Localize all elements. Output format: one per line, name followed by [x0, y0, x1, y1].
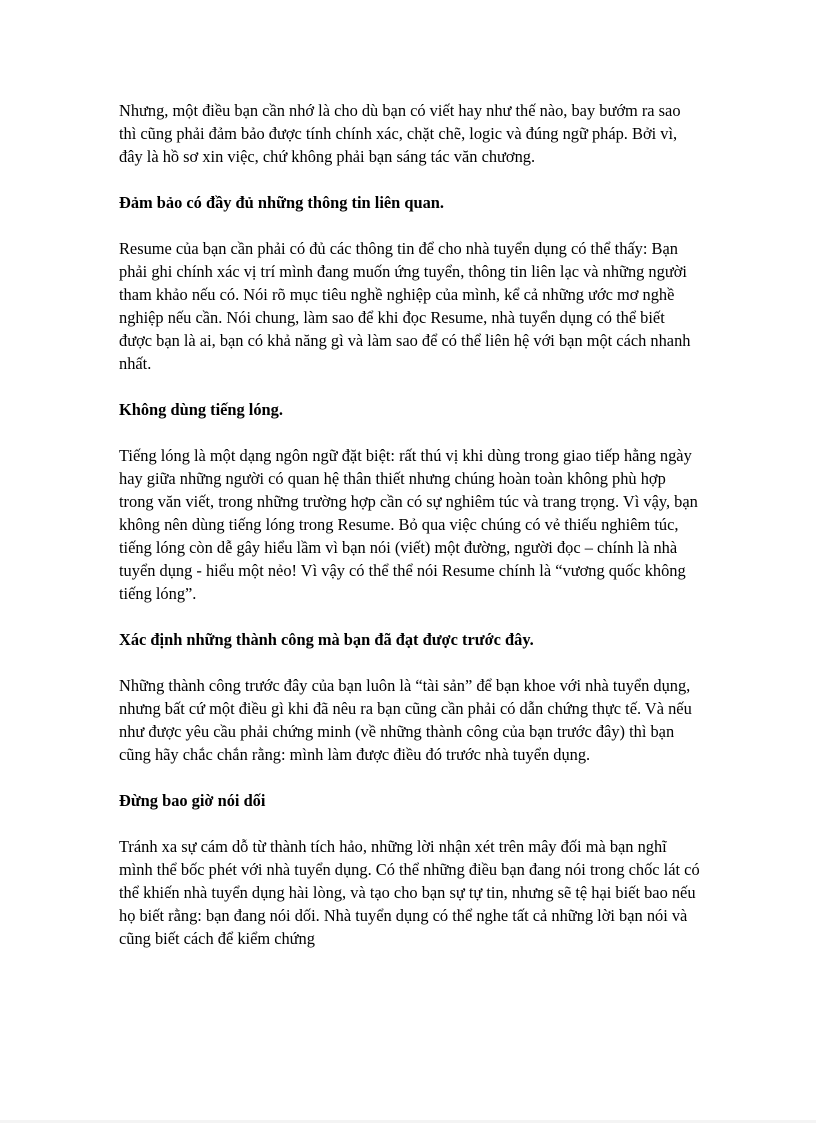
document-page — [119, 99, 701, 973]
heading-no-slang: Không dùng tiếng lóng. — [119, 400, 283, 419]
paragraph-no-slang: Tiếng lóng là một dạng ngôn ngữ đặt biệt: rất thú vị khi dùng trong giao tiếp hằng ngày hay giữa những người có quan hệ thân thiết nhưng chúng hoàn toàn không phù hợp trong văn viết, trong những trường hợp cần có sự nghiêm túc và trang trọng. Vì vậy, bạn không nên dùng tiếng lóng trong Resume. Bỏ qua việc chúng có vẻ thiếu nghiêm túc, tiếng lóng còn dễ gây hiểu lầm vì bạn nói (viết) một đường, người đọc – chính là nhà tuyển dụng - hiểu một nẻo! Vì vậy có thể thể nói Resume chính là “vương quốc không tiếng lóng”. — [119, 446, 698, 603]
heading-never-lie: Đừng bao giờ nói dối — [119, 791, 266, 810]
paragraph-never-lie: Tránh xa sự cám dỗ từ thành tích hảo, những lời nhận xét trên mây đối mà bạn nghĩ mình thể bốc phét với nhà tuyển dụng. Có thể những điều bạn đang nói trong chốc lát có thể khiến nhà tuyển dụng hài lòng, và tạo cho bạn sự tự tin, nhưng sẽ tệ hại biết bao nếu họ biết rằng: bạn đang nói dối. Nhà tuyển dụng có thể nghe tất cả những lời bạn nói và cũng biết cách để kiểm chứng — [119, 837, 700, 948]
paragraph-accuracy: Nhưng, một điều bạn cần nhớ là cho dù bạn có viết hay như thế nào, bay bướm ra sao thì cũng phải đảm bảo được tính chính xác, chặt chẽ, logic và đúng ngữ pháp. Bởi vì, đây là hồ sơ xin việc, chứ không phải bạn sáng tác văn chương. — [119, 101, 681, 166]
heading-achievements: Xác định những thành công mà bạn đã đạt được trước đây. — [119, 630, 534, 649]
paragraph-complete-info: Resume của bạn cần phải có đủ các thông tin để cho nhà tuyển dụng có thể thấy: Bạn phải ghi chính xác vị trí mình đang muốn ứng tuyển, thông tin liên lạc và những người tham khảo nếu có. Nói rõ mục tiêu nghề nghiệp của mình, kể cả những ước mơ nghề nghiệp nếu cần. Nói chung, làm sao để khi đọc Resume, nhà tuyển dụng có thể biết được bạn là ai, bạn có khả năng gì và làm sao để có thể liên hệ với bạn một cách nhanh nhất. — [119, 239, 691, 373]
heading-complete-info: Đảm bảo có đầy đủ những thông tin liên quan. — [119, 193, 445, 212]
paragraph-achievements: Những thành công trước đây của bạn luôn là “tài sản” để bạn khoe với nhà tuyển dụng, nhưng bất cứ một điều gì khi đã nêu ra bạn cũng cần phải có dẫn chứng thực tế. Và nếu như được yêu cầu phải chứng minh (về những thành công của bạn trước đây) thì bạn cũng hãy chắc chắn rằng: mình làm được điều đó trước nhà tuyển dụng. — [119, 676, 692, 764]
